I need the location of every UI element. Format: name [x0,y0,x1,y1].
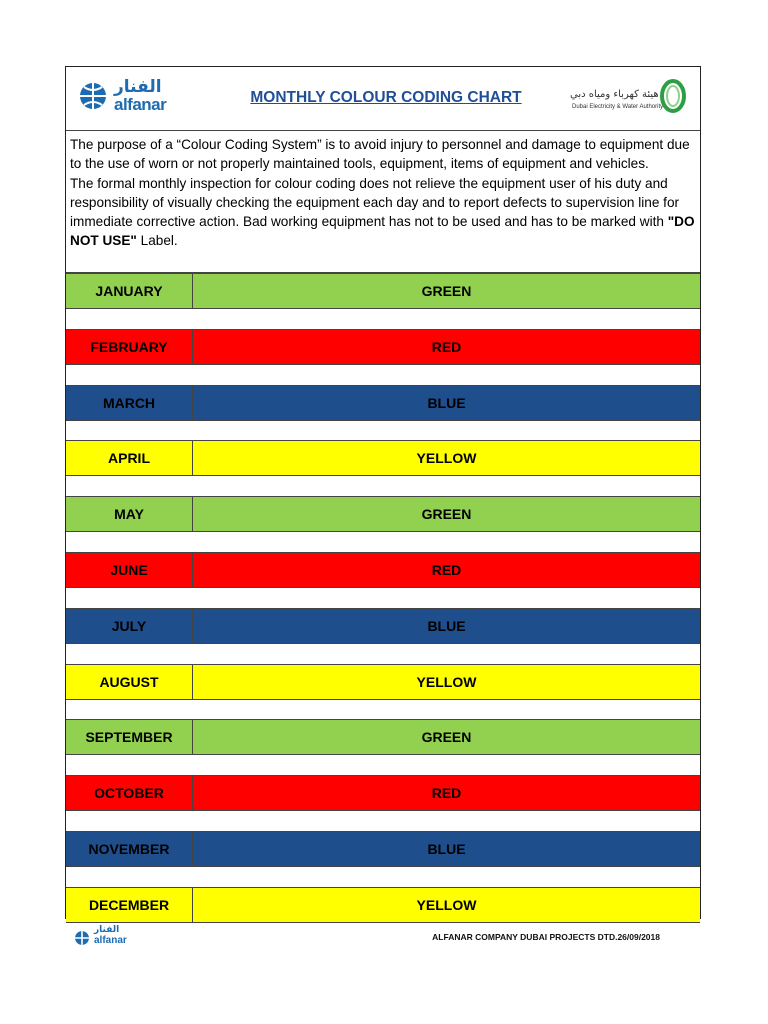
month-name: JANUARY [66,274,193,308]
month-row [66,552,700,588]
intro-paragraph-1: The purpose of a “Colour Coding System” is to avoid injury to personnel and damage to equipment due to the use of worn or not properly maintained tools, equipment, items of equipment and vehicles. [70,137,690,172]
month-name: AUGUST [66,665,193,699]
month-name: SEPTEMBER [66,720,193,754]
month-name: MAY [66,497,193,531]
month-row [66,440,700,476]
month-row [66,273,700,309]
month-row [66,608,700,644]
month-name: FEBRUARY [66,330,193,364]
globe-icon [74,930,90,946]
month-colour: BLUE [427,617,466,634]
dewa-ring-icon [658,77,688,115]
month-colour: YELLOW [416,896,477,913]
footer-brand-arabic: الفنار [94,925,120,935]
brand-arabic: الفنار [114,77,162,97]
brand-name: alfanar [114,95,167,114]
month-colour: GREEN [421,729,472,746]
header [66,67,700,131]
month-name: OCTOBER [66,776,193,810]
month-name: APRIL [66,441,193,475]
month-colour: BLUE [427,841,466,857]
page-title: MONTHLY COLOUR CODING CHART [250,89,522,106]
intro-text [66,131,700,273]
month-colour: RED [431,785,462,802]
globe-icon [78,81,108,111]
month-row [66,496,700,532]
intro-paragraph-2 [70,174,696,251]
colour-coding-sheet [65,66,701,919]
month-colour: YELLOW [416,673,477,690]
do-not-use-label: "DO NOT USE" [70,214,695,249]
month-row [66,775,700,811]
month-colour: GREEN [421,506,472,523]
month-colour: GREEN [421,283,472,299]
month-row [66,887,700,923]
month-name: MARCH [66,386,193,420]
intro-paragraph-2-end: Label. [136,233,178,249]
month-row [66,329,700,365]
footer-brand-name: alfanar [94,935,127,946]
authority-name: Dubai Electricity & Water Authority [572,104,664,110]
month-name: NOVEMBER [66,832,193,866]
month-row [66,385,700,421]
month-row [66,664,700,700]
dewa-logo [570,77,688,117]
month-row [66,719,700,755]
month-name: DECEMBER [66,888,193,922]
footer-text: ALFANAR COMPANY DUBAI PROJECTS DTD.26/09/2018 [432,932,660,942]
alfanar-logo [78,79,188,115]
month-name: JULY [66,609,193,643]
month-name: JUNE [66,553,193,587]
footer-alfanar-logo [74,925,144,948]
intro-paragraph-2-start: The formal monthly inspection for colour coding does not relieve the equipment user of his duty and responsibility of visually checking the equipment each day and to report defects to supervision line for immediate corrective action. Bad working equipment has not to be used and has to be marked with [70,175,680,230]
month-colour: RED [431,338,462,355]
month-row [66,831,700,867]
month-colour: BLUE [427,394,466,411]
month-colour: RED [431,562,462,578]
month-colour: YELLOW [416,450,477,467]
authority-arabic: هيئة كهرباء ومياه دبي [570,89,659,100]
